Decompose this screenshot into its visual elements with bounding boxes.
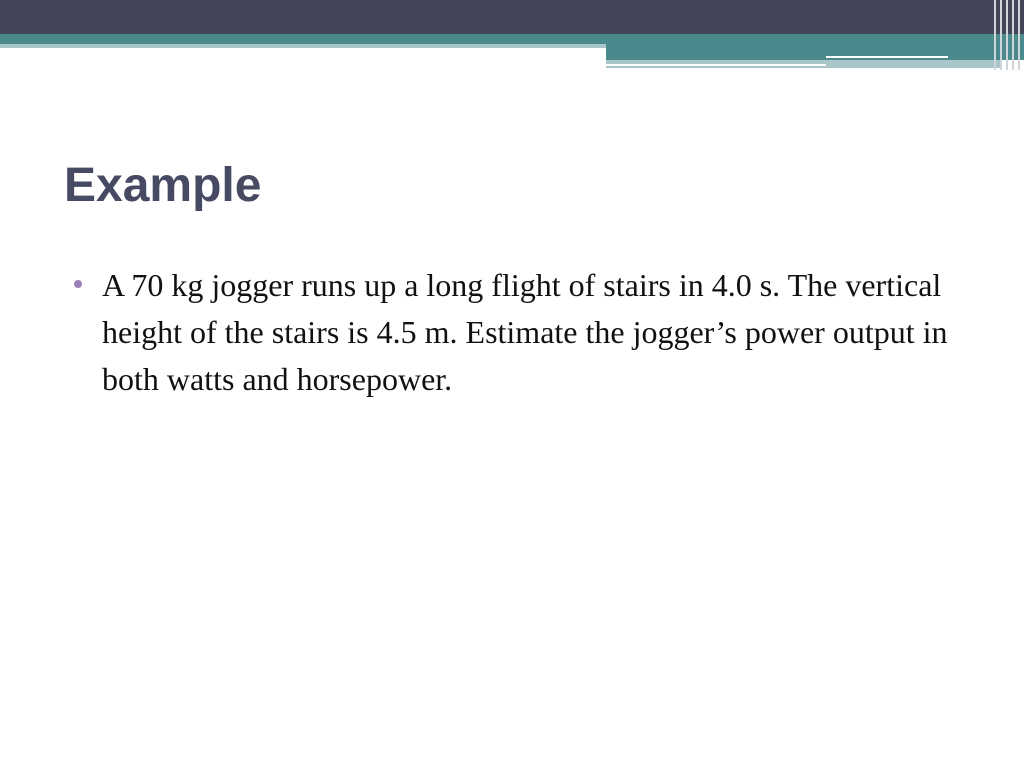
bullet-text: A 70 kg jogger runs up a long flight of stairs in 4.0 s. The vertical height of the stairs is 4.5 m. Estimate the jogger’s power output in both watts and horsepower. — [102, 267, 948, 397]
header-band-right-block — [606, 48, 1024, 60]
bullet-icon — [74, 280, 82, 288]
header-band-dark — [0, 0, 1024, 34]
slide-title: Example — [64, 159, 262, 212]
header-accent-line — [826, 56, 948, 58]
header-band-light — [0, 44, 606, 48]
header-vertical-stripes — [990, 0, 1024, 70]
bullet-list — [72, 262, 972, 403]
bullet-item — [72, 262, 972, 403]
header-accent-line-thin — [606, 64, 826, 66]
